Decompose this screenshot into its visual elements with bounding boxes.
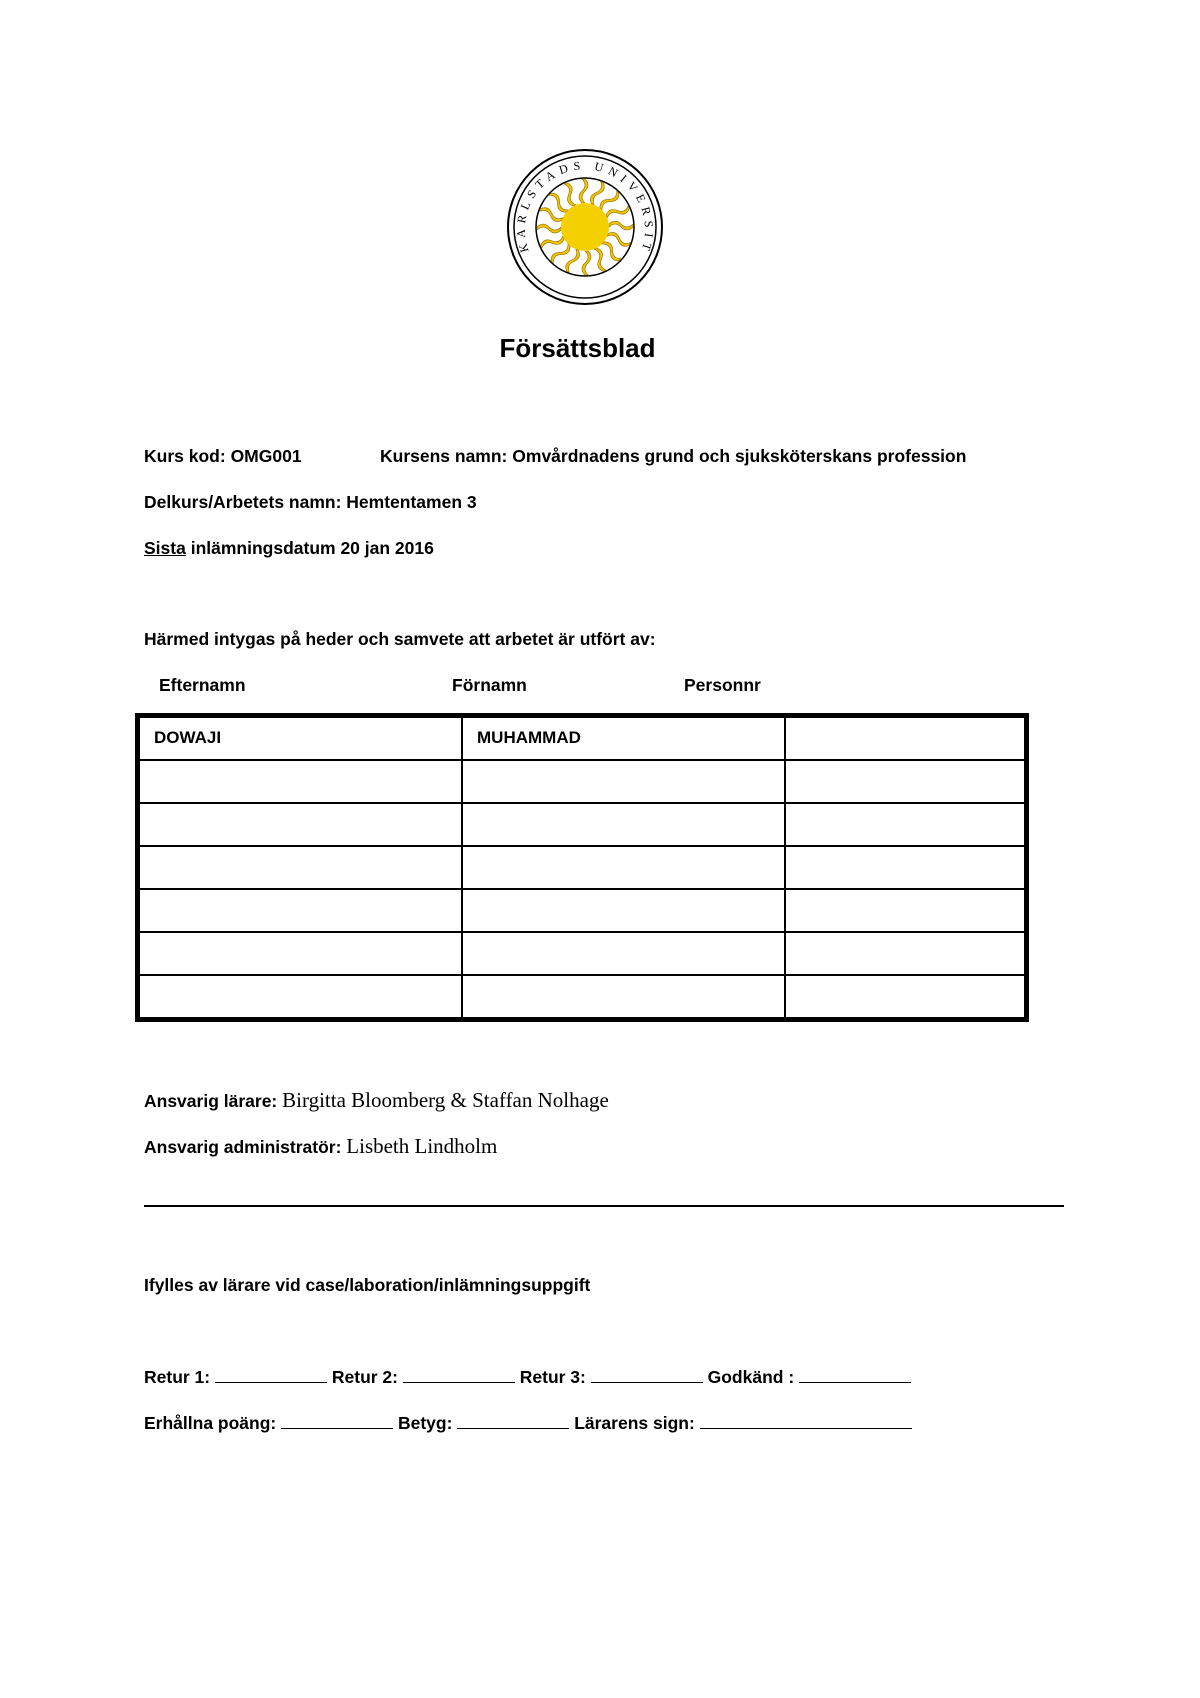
- author-table: [138, 716, 1026, 1019]
- cell-lastname[interactable]: [139, 760, 462, 803]
- cell-firstname[interactable]: [462, 975, 785, 1018]
- table-row: [139, 932, 1025, 975]
- course-name-label: Kursens namn:: [380, 446, 508, 466]
- table-row: [139, 760, 1025, 803]
- table-row: [139, 846, 1025, 889]
- cell-personnr[interactable]: [785, 760, 1025, 803]
- cell-lastname[interactable]: [139, 803, 462, 846]
- page-title: Försättsblad: [499, 333, 656, 363]
- course-code-line: [144, 446, 302, 467]
- separator-line: [144, 1205, 1064, 1207]
- course-code-value: OMG001: [230, 446, 302, 466]
- godkand-field[interactable]: [799, 1381, 911, 1383]
- subcourse-label: Delkurs/Arbetets namn:: [144, 492, 342, 512]
- cell-lastname[interactable]: DOWAJI: [139, 717, 462, 760]
- grade-row: [144, 1413, 912, 1434]
- cell-firstname[interactable]: MUHAMMAD: [462, 717, 785, 760]
- course-name-line: [380, 446, 966, 467]
- teacher-section-heading: Ifylles av lärare vid case/laboration/inlämningsuppgift: [144, 1275, 591, 1295]
- points-label: Erhållna poäng:: [144, 1413, 277, 1433]
- retur3-label: Retur 3:: [519, 1367, 586, 1387]
- cell-lastname[interactable]: [139, 846, 462, 889]
- retur3-field[interactable]: [591, 1381, 703, 1383]
- cell-personnr[interactable]: [785, 803, 1025, 846]
- grade-label: Betyg:: [397, 1413, 453, 1433]
- teacher-sign-field[interactable]: [700, 1427, 912, 1429]
- table-row: [139, 889, 1025, 932]
- subcourse-line: [144, 492, 477, 513]
- cell-firstname[interactable]: [462, 932, 785, 975]
- retur2-label: Retur 2:: [331, 1367, 398, 1387]
- header-personnr: Personnr: [684, 675, 761, 695]
- return-row: [144, 1367, 911, 1388]
- retur1-field[interactable]: [215, 1381, 327, 1383]
- cell-personnr[interactable]: [785, 846, 1025, 889]
- cell-lastname[interactable]: [139, 889, 462, 932]
- header-fornamn: Förnamn: [452, 675, 527, 695]
- cell-personnr[interactable]: [785, 932, 1025, 975]
- godkand-label: Godkänd :: [707, 1367, 795, 1387]
- admin-line: [144, 1134, 497, 1159]
- admin-label: Ansvarig administratör:: [144, 1137, 342, 1157]
- deadline-label-underlined: Sista: [144, 538, 186, 558]
- deadline-label-rest: inlämningsdatum: [190, 538, 336, 558]
- certify-text: Härmed intygas på heder och samvete att arbetet är utfört av:: [144, 629, 656, 649]
- admin-value: Lisbeth Lindholm: [346, 1134, 498, 1158]
- course-name-value: Omvårdnadens grund och sjuksköterskans profession: [512, 446, 967, 466]
- course-code-label: Kurs kod:: [144, 446, 226, 466]
- table-row: [139, 975, 1025, 1018]
- cell-personnr[interactable]: [785, 889, 1025, 932]
- cell-firstname[interactable]: [462, 889, 785, 932]
- teacher-sign-label: Lärarens sign:: [574, 1413, 695, 1433]
- retur1-label: Retur 1:: [144, 1367, 211, 1387]
- table-row: [139, 717, 1025, 760]
- grade-field[interactable]: [457, 1427, 569, 1429]
- cell-personnr[interactable]: [785, 717, 1025, 760]
- cell-lastname[interactable]: [139, 975, 462, 1018]
- deadline-line: [144, 538, 434, 559]
- cell-firstname[interactable]: [462, 760, 785, 803]
- deadline-value: 20 jan 2016: [340, 538, 434, 558]
- header-efternamn: Efternamn: [159, 675, 246, 695]
- subcourse-value: Hemtentamen 3: [346, 492, 477, 512]
- teacher-value: Birgitta Bloomberg & Staffan Nolhage: [282, 1088, 609, 1112]
- logo-ring-text: KARLSTADS UNIVERSIT: [513, 158, 657, 258]
- cell-personnr[interactable]: [785, 975, 1025, 1018]
- table-row: [139, 803, 1025, 846]
- points-field[interactable]: [281, 1427, 393, 1429]
- university-logo: [505, 147, 665, 307]
- sun-seal-icon: [505, 147, 665, 307]
- retur2-field[interactable]: [403, 1381, 515, 1383]
- teacher-label: Ansvarig lärare:: [144, 1091, 278, 1111]
- cell-firstname[interactable]: [462, 846, 785, 889]
- cell-firstname[interactable]: [462, 803, 785, 846]
- teacher-line: [144, 1088, 609, 1113]
- cell-lastname[interactable]: [139, 932, 462, 975]
